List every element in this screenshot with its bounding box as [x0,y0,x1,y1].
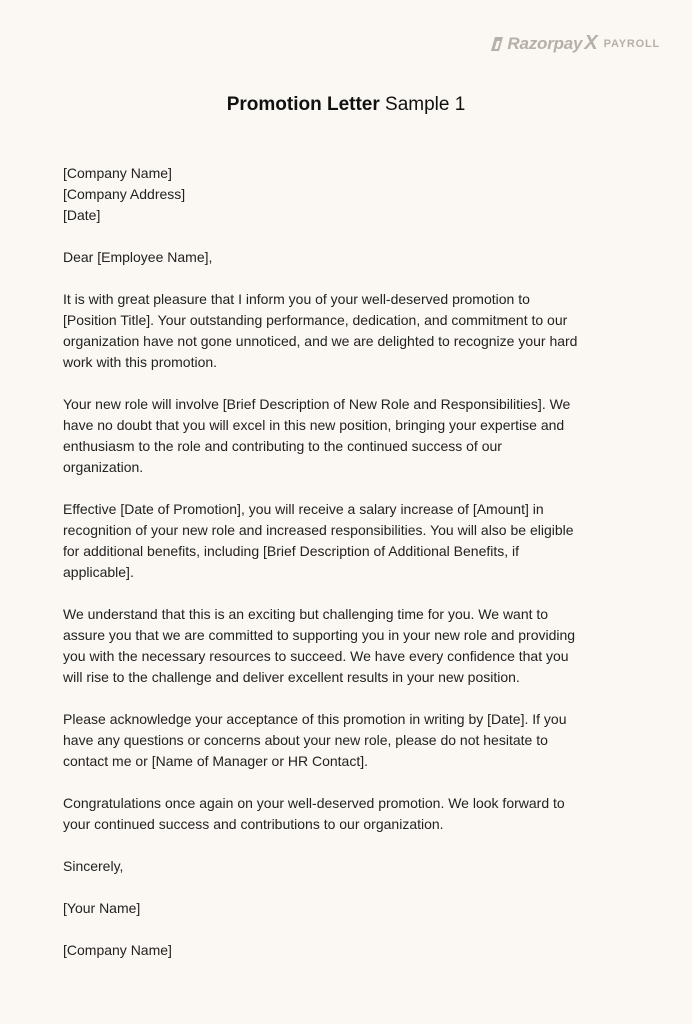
paragraph-congratulations [63,793,643,835]
letter-body [63,163,643,961]
closing: Sincerely, [63,858,124,874]
paragraph-new-role [63,394,643,478]
paragraph-line: enthusiasm to the role and contributing to the continued success of our [63,438,502,454]
logo-x-mark: X [584,32,598,54]
company-name-line: [Company Name] [63,165,172,181]
paragraph-line: organization. [63,459,144,475]
salutation: Dear [Employee Name], [63,249,213,265]
paragraph-line: Your new role will involve [Brief Description of New Role and Responsibilities]. We [63,396,571,412]
paragraph-support [63,604,643,688]
paragraph-line: for additional benefits, including [Brief Description of Additional Benefits, if [63,543,520,559]
paragraph-line: have any questions or concerns about your new role, please do not hesitate to [63,732,548,748]
signature-company: [Company Name] [63,942,172,958]
paragraph-line: [Position Title]. Your outstanding performance, dedication, and commitment to our [63,312,568,328]
company-address-line: [Company Address] [63,186,186,202]
paragraph-line: Congratulations once again on your well-deserved promotion. We look forward to [63,795,565,811]
paragraph-line: recognition of your new role and increased responsibilities. You will also be eligible [63,522,574,538]
paragraph-line: your continued success and contributions to our organization. [63,816,444,832]
paragraph-line: applicable]. [63,564,134,580]
signature-name: [Your Name] [63,900,141,916]
logo-brand-text: Razorpay [507,33,583,53]
paragraph-line: It is with great pleasure that I inform you of your well-deserved promotion to [63,291,530,307]
paragraph-line: organization have not gone unnoticed, and we are delighted to recognize your hard [63,333,578,349]
paragraph-line: assure you that we are committed to supporting you in your new role and providing [63,627,576,643]
paragraph-line: work with this promotion. [63,354,218,370]
page-title [0,93,692,117]
title-normal-part: Sample 1 [385,94,466,115]
logo-product-text: PAYROLL [603,37,660,50]
razorpayx-payroll-logo [491,32,660,55]
paragraph-line: have no doubt that you will excel in this new position, bringing your expertise and [63,417,565,433]
letter-header-block [63,163,643,226]
paragraph-line: Effective [Date of Promotion], you will receive a salary increase of [Amount] in [63,501,544,517]
paragraph-line: We understand that this is an exciting but challenging time for you. We want to [63,606,549,622]
date-line: [Date] [63,207,101,223]
paragraph-announcement [63,289,643,373]
paragraph-salary [63,499,643,583]
paragraph-acknowledge [63,709,643,772]
paragraph-line: you with the necessary resources to succeed. We have every confidence that you [63,648,569,664]
paragraph-line: Please acknowledge your acceptance of this promotion in writing by [Date]. If you [63,711,567,727]
razorpay-logo-icon [491,37,503,51]
paragraph-line: will rise to the challenge and deliver excellent results in your new position. [63,669,520,685]
title-bold-part: Promotion Letter [226,94,380,115]
paragraph-line: contact me or [Name of Manager or HR Contact]. [63,753,369,769]
